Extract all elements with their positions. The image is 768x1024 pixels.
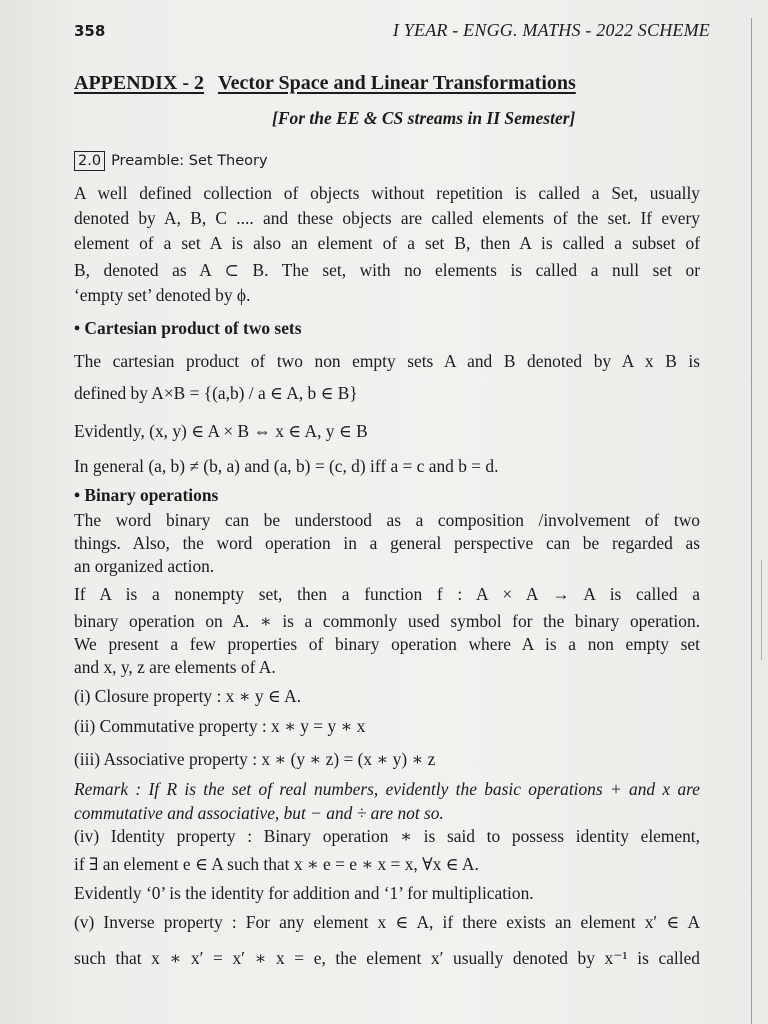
- page-header: [74, 20, 710, 48]
- property-line: such that x ∗ x′ = x′ ∗ x = e, the element x′ usually denoted by x⁻¹ is called: [74, 948, 700, 968]
- paragraph-line: binary operation on A. ∗ is a commonly used symbol for the binary operation.: [74, 611, 700, 631]
- appendix-subtitle: [For the EE & CS streams in II Semester]: [272, 108, 576, 128]
- property-line: (v) Inverse property : For any element x ∈ A, if there exists an element x′ ∈ A: [74, 912, 700, 932]
- property-line: if ∃ an element e ∈ A such that x ∗ e = e ∗ x = x, ∀x ∈ A.: [74, 854, 479, 874]
- paragraph-line: and x, y, z are elements of A.: [74, 657, 276, 677]
- paragraph-line: If A is a nonempty set, then a function f : A × A → A is called a: [74, 584, 700, 604]
- bullet-heading: • Binary operations: [74, 485, 219, 505]
- property-line: (iii) Associative property : x ∗ (y ∗ z) = (x ∗ y) ∗ z: [74, 749, 436, 769]
- section-heading: [74, 151, 268, 171]
- paragraph-line: B, denoted as A ⊂ B. The set, with no elements is called a null set or: [74, 260, 700, 280]
- paragraph-line: things. Also, the word operation in a general perspective can be regarded as: [74, 533, 700, 553]
- formula-line: defined by A×B = {(a,b) / a ∈ A, b ∈ B}: [74, 383, 358, 403]
- paragraph-line: ‘empty set’ denoted by ϕ.: [74, 285, 251, 305]
- appendix-title: Vector Space and Linear Transformations: [218, 72, 576, 94]
- property-line: (iv) Identity property : Binary operation ∗ is said to possess identity element,: [74, 826, 700, 846]
- section-title: Preamble: Set Theory: [111, 153, 268, 169]
- page-number: 358: [74, 22, 106, 40]
- paragraph-line: We present a few properties of binary operation where A is a non empty set: [74, 634, 700, 654]
- paragraph-line: Evidently ‘0’ is the identity for addition and ‘1’ for multiplication.: [74, 883, 534, 903]
- page-edge-line: [751, 18, 752, 1024]
- paragraph-line: element of a set A is also an element of a set B, then A is called a subset of: [74, 233, 700, 253]
- remark-line: Remark : If R is the set of real numbers, evidently the basic operations + and x are: [74, 779, 700, 799]
- paragraph-line: The cartesian product of two non empty sets A and B denoted by A x B is: [74, 351, 700, 371]
- paragraph-line: The word binary can be understood as a composition /involvement of two: [74, 510, 700, 530]
- property-line: (i) Closure property : x ∗ y ∈ A.: [74, 686, 302, 706]
- remark-line: commutative and associative, but − and ÷ are not so.: [74, 803, 444, 823]
- paragraph-line: denoted by A, B, C .... and these objects are called elements of the set. If every: [74, 208, 700, 228]
- page-edge-line: [761, 560, 762, 660]
- appendix-label: APPENDIX - 2: [74, 72, 204, 94]
- section-number: 2.0: [74, 151, 105, 171]
- paragraph-line: A well defined collection of objects without repetition is called a Set, usually: [74, 183, 700, 203]
- appendix-heading: [74, 72, 576, 95]
- running-title: I YEAR - ENGG. MATHS - 2022 SCHEME: [392, 20, 710, 40]
- formula-line: Evidently, (x, y) ∈ A × B ⇔ x ∈ A, y ∈ B: [74, 421, 368, 441]
- paragraph-line: an organized action.: [74, 556, 215, 576]
- bullet-heading: • Cartesian product of two sets: [74, 318, 302, 338]
- formula-line: In general (a, b) ≠ (b, a) and (a, b) = (c, d) iff a = c and b = d.: [74, 456, 499, 476]
- property-line: (ii) Commutative property : x ∗ y = y ∗ x: [74, 716, 366, 736]
